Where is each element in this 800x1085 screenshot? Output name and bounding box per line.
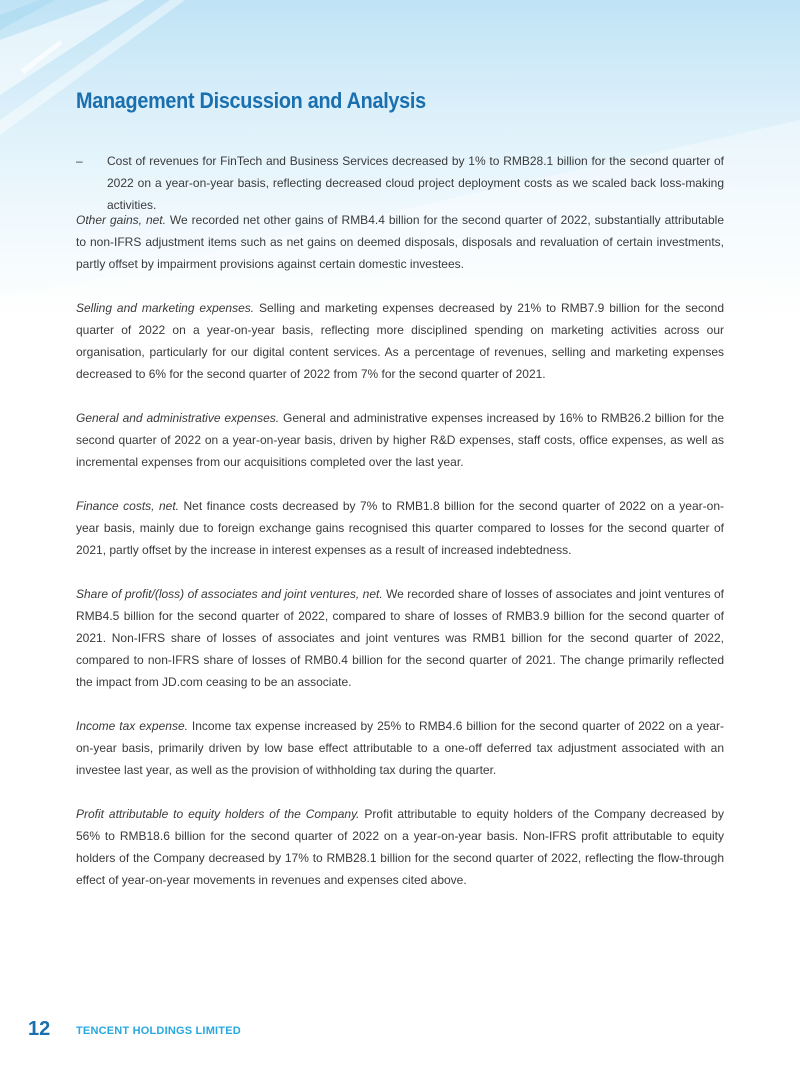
paragraph-heading: Profit attributable to equity holders of the Company. xyxy=(76,807,365,821)
paragraph-body: We recorded share of losses of associates and joint ventures of RMB4.5 billion for the second quarter of 2022, compared to share of losses of RMB3.9 billion for the second quarter of 2021. Non-IFRS share of losses of associates and joint ventures was RMB1 billion for the second quarter of 2022, compared to non-IFRS share of losses of RMB0.4 billion for the second quarter of 2021. The change primarily reflected the impact from JD.com ceasing to be an associate. xyxy=(76,587,724,689)
page-title: Management Discussion and Analysis xyxy=(76,88,426,113)
paragraph-heading: General and administrative expenses. xyxy=(76,411,283,425)
page-number: 12 xyxy=(28,1018,51,1040)
company-name: TENCENT HOLDINGS LIMITED xyxy=(76,1025,241,1037)
paragraph-heading: Selling and marketing expenses. xyxy=(76,301,260,315)
paragraph-profit-attributable xyxy=(76,803,724,891)
paragraph-body: Profit attributable to equity holders of the Company decreased by 56% to RMB18.6 billion for the second quarter of 2022 on a year-on-year basis. Non-IFRS profit attributable to equity holders of the Company decreased by 17% to RMB28.1 billion for the second quarter of 2022, reflecting the flow-through effect of year-on-year movements in revenues and expenses cited above. xyxy=(76,807,724,887)
paragraph-heading: Share of profit/(loss) of associates and joint ventures, net. xyxy=(76,587,387,601)
paragraph-finance-costs xyxy=(76,495,724,561)
paragraph-body: Income tax expense increased by 25% to RMB4.6 billion for the second quarter of 2022 on a year-on-year basis, primarily driven by low base effect attributable to a one-off deferred tax adjustment associated with an investee last year, as well as the provision of withholding tax during the quarter. xyxy=(76,719,724,777)
paragraph-general-admin xyxy=(76,407,724,473)
paragraph-other-gains xyxy=(76,209,724,275)
paragraph-body: General and administrative expenses increased by 16% to RMB26.2 billion for the second quarter of 2022 on a year-on-year basis, driven by higher R&D expenses, staff costs, office expenses, as well as incremental expenses from our acquisitions completed over the last year. xyxy=(76,411,725,469)
paragraph-income-tax xyxy=(76,715,724,781)
paragraph-selling-marketing xyxy=(76,297,724,385)
paragraph-body: Selling and marketing expenses decreased by 21% to RMB7.9 billion for the second quarter of 2022 on a year-on-year basis, reflecting more disciplined spending on marketing activities across our organisation, particularly for our digital content services. As a percentage of revenues, selling and marketing expenses decreased to 6% for the second quarter of 2022 from 7% for the second quarter of 2021. xyxy=(76,301,724,381)
bullet-marker: – xyxy=(76,154,83,168)
paragraph-body: We recorded net other gains of RMB4.4 billion for the second quarter of 2022, substantially attributable to non-IFRS adjustment items such as net gains on deemed disposals, disposals and revaluation of certain investments, partly offset by impairment provisions against certain domestic investees. xyxy=(76,213,724,271)
paragraph-body: Net finance costs decreased by 7% to RMB1.8 billion for the second quarter of 2022 on a year-on-year basis, mainly due to foreign exchange gains recognised this quarter compared to losses for the second quarter of 2021, partly offset by the increase in interest expenses as a result of increased indebtedness. xyxy=(76,499,724,557)
paragraph-heading: Income tax expense. xyxy=(76,719,192,733)
paragraph-associates-jv xyxy=(76,583,724,693)
paragraph-heading: Finance costs, net. xyxy=(76,499,184,513)
paragraph-heading: Other gains, net. xyxy=(76,213,170,227)
bullet-item xyxy=(76,150,724,216)
bullet-text: Cost of revenues for FinTech and Business Services decreased by 1% to RMB28.1 billion for the second quarter of 2022 on a year-on-year basis, reflecting decreased cloud project deployment costs as we scaled back loss-making activities. xyxy=(107,154,724,212)
